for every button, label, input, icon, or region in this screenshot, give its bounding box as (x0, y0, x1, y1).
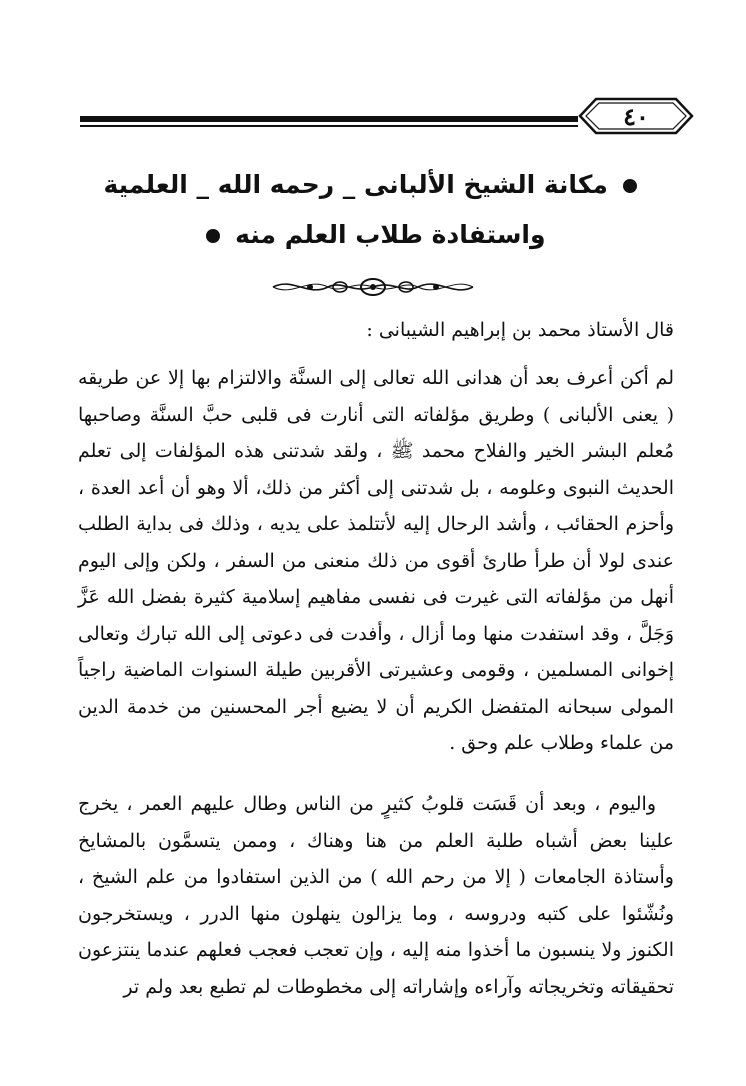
heading-line-1-text: مكانة الشيخ الألبانى _ رحمه الله _ العلمية (103, 170, 608, 199)
heading-line-2 (0, 220, 746, 249)
filled-circle-bullet-icon (623, 179, 637, 193)
page-number: ٤٠ (623, 101, 649, 131)
paragraph-1-text: لم أكن أعرف بعد أن هدانى الله تعالى إلى السنَّة والالتزام بها إلا عن طريقه ( يعنى الألبانى ) وطريق مؤلفاته التى أنارت فى قلبى حبَّ السنَّة وصاحبها مُعلم البشر الخير والفلاح محمد ﷺ ، ولقد شدتنى هذه المؤلفات إلى تعلم الحديث النبوى وعلومه ، بل شدتنى إلى أكثر من ذلك، ألا وهو أن أعد العدة ، وأحزم الحقائب ، وأشد الرحال إليه لأتتلمذ على يديه ، وذلك فى بداية الطلب عندى لولا أن طرأ طارئ أقوى من ذلك منعنى من السفر ، ولكن وإلى اليوم أنهل من مؤلفاته التى غيرت فى نفسى مفاهيم إسلامية كثيرة بفضل الله عَزَّ وَجَلَّ ، وقد استفدت منها وما أزال ، وأفدت فى دعوتى إلى الله تبارك وتعالى إخوانى المسلمين ، وقومى وعشيرتى الأقربين طيلة السنوات الماضية راجياً المولى سبحانه المتفضل الكريم أن لا يضيع أجر المحسنين من خدمة الدين من علماء وطلاب علم وحق . (78, 367, 674, 754)
header-rule-thin (80, 125, 578, 127)
paragraph-1 (78, 360, 674, 762)
floral-divider-ornament-icon (268, 272, 478, 302)
filled-circle-bullet-icon (206, 229, 220, 243)
heading-line-2-text: واستفادة طلاب العلم منه (235, 220, 546, 249)
header-rule-thick (80, 116, 578, 122)
paragraph-2 (78, 786, 674, 1005)
page-number-badge (578, 96, 694, 136)
heading-line-1 (0, 170, 746, 199)
paragraph-2-text: واليوم ، وبعد أن قَسَت قلوبُ كثيرٍ من الناس وطال عليهم العمر ، يخرج علينا بعض أشباه طلبة العلم من هنا وهناك ، وممن يتسمَّون بالمشايخ وأستاذة الجامعات ( إلا من رحم الله ) من الذين استفادوا من علم الشيخ ، ونُشّئوا على كتبه ودروسه ، وما يزالون ينهلون منها الدرر ، ويستخرجون الكنوز ولا ينسبون ما أخذوا منه إليه ، وإن تعجب فعجب فعلهم عندما ينتزعون تحقيقاته وتخريجاته وآراءه وإشاراته إلى مخطوطات لم تطبع بعد ولم تر (78, 793, 674, 998)
quote-attribution: قال الأستاذ محمد بن إبراهيم الشيبانى : (366, 319, 674, 341)
